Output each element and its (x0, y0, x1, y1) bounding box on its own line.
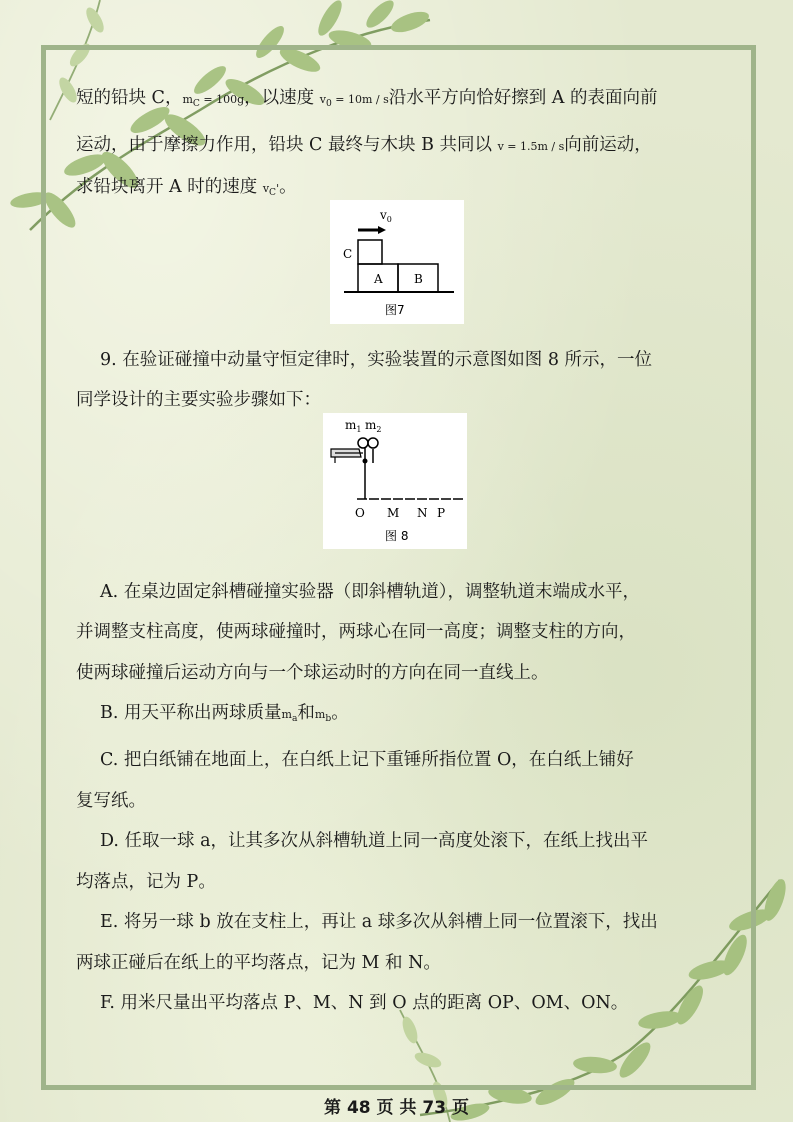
math-subscript: 0 (325, 98, 332, 110)
figure-8 (323, 413, 467, 549)
text-segment: 向前运动， (564, 134, 652, 155)
math-v0 (319, 93, 389, 110)
label-c: C (343, 247, 353, 261)
math-subscript: a (291, 713, 298, 725)
block-c (358, 240, 382, 264)
figure-7 (330, 200, 464, 324)
figure-7-caption: 图7 (385, 303, 405, 317)
math-prime: ' (276, 182, 280, 196)
math-subscript: b (325, 713, 332, 725)
problem8-line1 (76, 78, 726, 125)
label-a: A (374, 272, 383, 286)
text-segment: 和 (297, 703, 315, 724)
label-o: O (355, 506, 365, 520)
label-v0: $v_0$ (380, 208, 392, 224)
step-d-line1: D. 任取一球 a，让其多次从斜槽轨道上同一高度处滚下，在纸上找出平 (100, 831, 649, 852)
math-value: = 100g (199, 93, 245, 106)
step-a-line1: A. 在桌边固定斜槽碰撞实验器（即斜槽轨道），调整轨道末端成水平， (100, 581, 641, 602)
label-p: P (437, 506, 446, 520)
text-segment: 求铅块离开 A 时的速度 (76, 177, 263, 198)
plumb-bob (363, 459, 368, 464)
math-ma (281, 708, 298, 725)
math-symbol: m (182, 93, 193, 106)
text-segment: B. 用天平称出两球质量 (100, 703, 282, 724)
ball-m2 (368, 438, 378, 448)
problem9-line1: 9. 在验证碰撞中动量守恒定律时，实验装置的示意图如图 8 所示，一位 (100, 349, 653, 370)
arrowhead-icon (378, 226, 386, 234)
problem9-line2: 同学设计的主要实验步骤如下： (76, 390, 321, 411)
math-value: = 10m / s (331, 93, 389, 106)
text-segment: 运动，由于摩擦力作用，铅块 C 最终与木块 B 共同以 (76, 134, 498, 155)
math-subscript: C (192, 98, 200, 110)
problem8-line2 (76, 125, 726, 168)
label-n: N (417, 506, 428, 520)
text-segment: 。 (279, 177, 297, 198)
label-b: B (414, 272, 423, 286)
figure-8-caption: 图 8 (385, 529, 409, 543)
step-a-line3: 使两球碰撞后运动方向与一个球运动时的方向在同一直线上。 (76, 662, 549, 683)
page-footer: 第 48 页 共 73 页 (324, 1098, 469, 1118)
label-m1: $m_1$ (345, 418, 362, 434)
math-vc-prime (262, 182, 280, 199)
ball-m1 (358, 438, 368, 448)
math-symbol: m (281, 708, 292, 722)
math-symbol: m (314, 708, 326, 722)
step-c-line2: 复写纸。 (76, 790, 146, 811)
text-segment: ，以速度 (244, 88, 320, 108)
math-subscript: C (269, 187, 277, 199)
math-symbol: v (319, 93, 326, 106)
label-m2: $m_2$ (365, 418, 382, 434)
math-mc (182, 93, 245, 110)
text-segment: 短的铅块 C， (76, 88, 183, 108)
label-m: M (387, 506, 400, 520)
step-b-line1 (76, 693, 726, 740)
step-f-line1: F. 用米尺量出平均落点 P、M、N 到 O 点的距离 OP、OM、ON。 (100, 993, 629, 1014)
math-symbol: v (262, 182, 270, 196)
step-c-line1: C. 把白纸铺在地面上，在白纸上记下重锤所指位置 O，在白纸上铺好 (100, 750, 634, 771)
figure-7-drawing (330, 200, 464, 324)
step-e-line2: 两球正碰后在纸上的平均落点，记为 M 和 N。 (76, 952, 441, 973)
text-segment: 沿水平方向恰好擦到 A 的表面向前 (388, 88, 658, 108)
text-segment: 。 (331, 703, 349, 724)
math-v: v = 1.5m / s (497, 139, 565, 153)
step-e-line1: E. 将另一球 b 放在支柱上，再让 a 球多次从斜槽上同一位置滚下，找出 (100, 912, 658, 933)
step-a-line2: 并调整支柱高度，使两球碰撞时，两球心在同一高度；调整支柱的方向， (76, 622, 636, 643)
step-d-line2: 均落点，记为 P。 (76, 871, 216, 892)
figure-8-drawing (323, 413, 467, 549)
math-mb (314, 708, 332, 725)
